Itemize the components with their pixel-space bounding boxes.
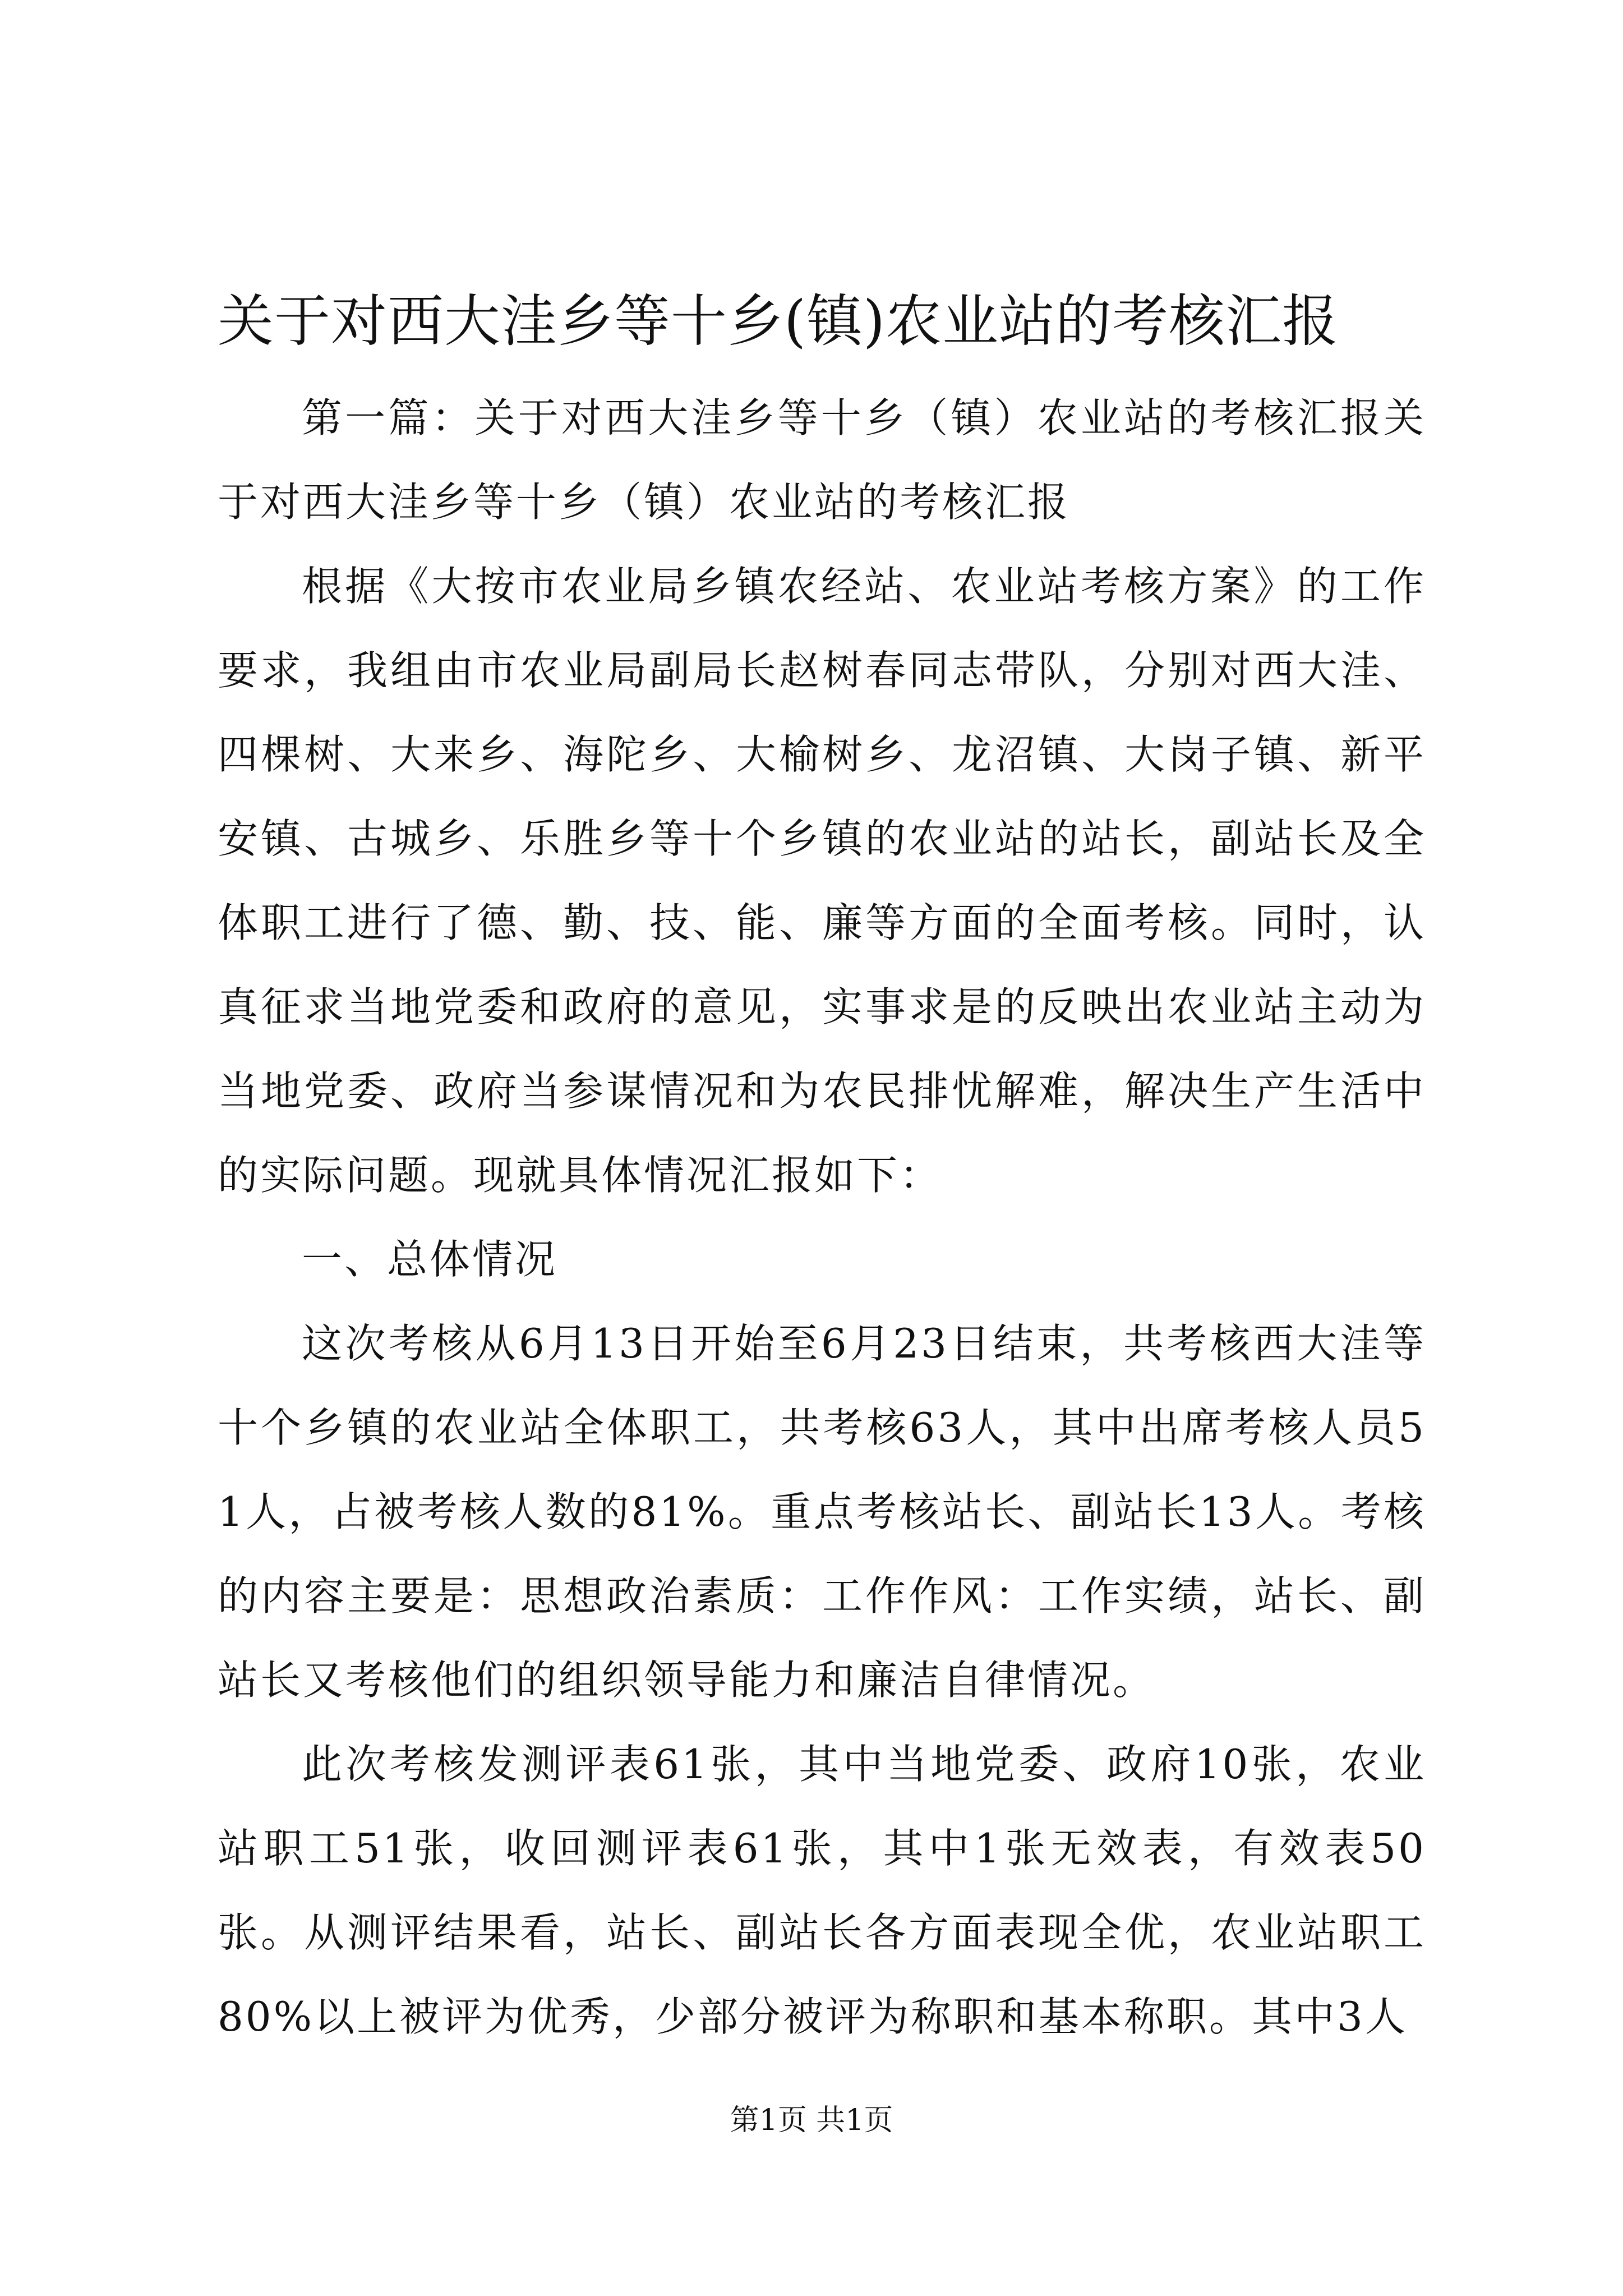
paragraph-intro: 第一篇：关于对西大洼乡等十乡（镇）农业站的考核汇报关于对西大洼乡等十乡（镇）农业站的考核汇报 xyxy=(218,394,1426,526)
paragraph-evaluation-results: 此次考核发测评表61张，其中当地党委、政府10张，农业站职工51张，收回测评表61张，其中1张无效表，有效表50张。从测评结果看，站长、副站长各方面表现全优，农业站职工80%以上被评为优秀，少部分被评为称职和基本称职。其中3人 xyxy=(218,1741,1426,2040)
page-number-footer: 第1页 共1页 xyxy=(730,2104,893,2137)
paragraph-background: 根据《大按市农业局乡镇农经站、农业站考核方案》的工作要求，我组由市农业局副局长赵树春同志带队，分别对西大洼、四棵树、大来乡、海陀乡、大榆树乡、龙沼镇、大岗子镇、新平安镇、古城乡、乐胜乡等十个乡镇的农业站的站长，副站长及全体职工进行了德、勤、技、能、廉等方面的全面考核。同时，认真征求当地党委和政府的意见，实事求是的反映出农业站主动为当地党委、政府当参谋情况和为农民排忧解难，解决生产生活中的实际问题。现就具体情况汇报如下： xyxy=(218,563,1426,1199)
section-heading-overall: 一、总体情况 xyxy=(302,1236,558,1283)
document-body xyxy=(218,376,1426,2059)
document-title: 关于对西大洼乡等十乡(镇)农业站的考核汇报 xyxy=(218,288,1339,354)
paragraph-assessment-scope: 这次考核从6月13日开始至6月23日结束，共考核西大洼等十个乡镇的农业站全体职工，共考核63人，其中出席考核人员51人，占被考核人数的81%。重点考核站长、副站长13人。考核的内容主要是：思想政治素质：工作作风：工作实绩，站长、副站长又考核他们的组织领导能力和廉洁自律情况。 xyxy=(218,1320,1426,1704)
